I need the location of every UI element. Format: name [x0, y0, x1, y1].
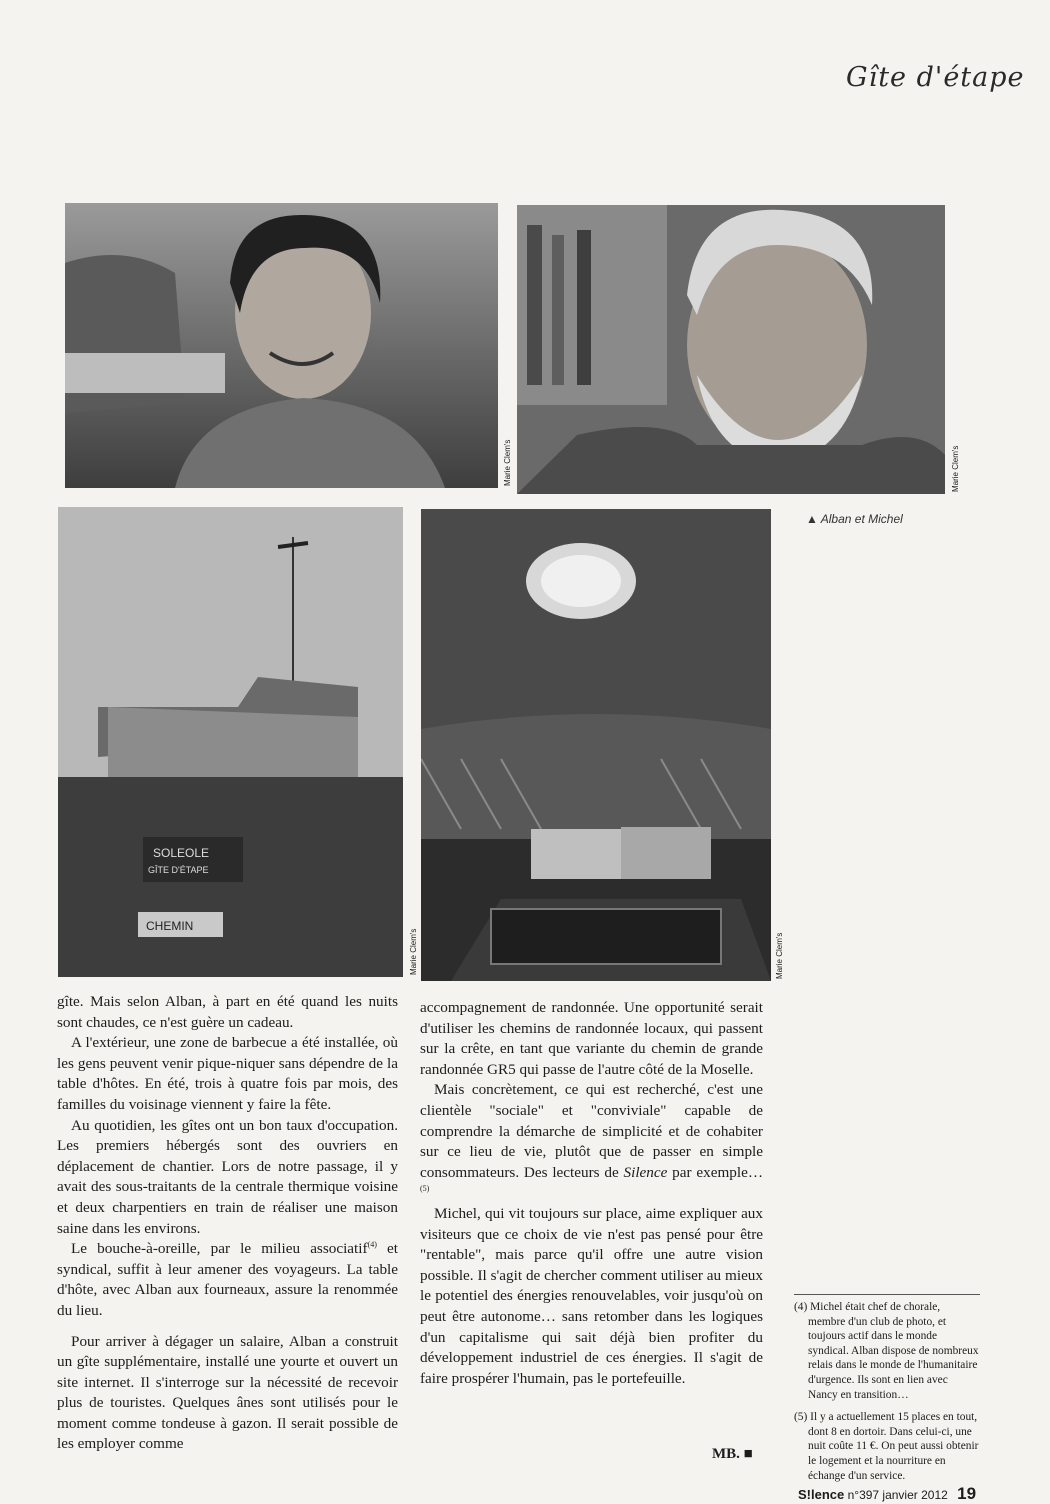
paragraph: Pour arriver à dégager un salaire, Alban a construit un gîte supplémentaire, installé une yourte et ouvert un site internet. Il s'interroge sur la nécessité de recevoir plus de touristes. Quelques ânes sont utilisés pour le moment comme tondeuse à gazon. Il serait possible de les employer comme [57, 1332, 398, 1453]
footnote-divider [794, 1294, 980, 1295]
author-signature: MB. ■ [712, 1446, 753, 1462]
photo-credit: Marie Clem's [503, 439, 512, 486]
footnote-ref[interactable]: (5) [420, 1184, 430, 1194]
photo-credit: Marie Clem's [409, 928, 418, 975]
page-number: 19 [957, 1484, 977, 1503]
photo-credit: Marie Clem's [775, 932, 784, 979]
sign-chemin: CHEMIN [146, 919, 194, 933]
photo-credit: Marie Clem's [951, 445, 960, 492]
sign-gite: GÎTE D'ÉTAPE [148, 865, 209, 875]
issue-info: n°397 janvier 2012 [847, 1488, 948, 1502]
paragraph: Michel, qui vit toujours sur place, aime expliquer aux visiteurs que ce choix de vie n'est pas pensé pour être "rentable", mais parce qu'il offre une autre vision possible. Il s'agit de chercher comment utiliser au mieux le potentiel des énergies renouvelables, voir jusqu'où on peut être autonome… sans retomber dans les logiques d'un capitalisme qui sait déjà bien profiter du développement industriel de ces énergies. Il s'agit de faire prospérer l'humain, pas le portefeuille. [420, 1204, 763, 1387]
paragraph: gîte. Mais selon Alban, à part en été quand les nuits sont chaudes, ce n'est guère un cadeau. [57, 993, 398, 1031]
photo-michel [517, 205, 945, 494]
footnote-ref[interactable]: (4) [367, 1240, 377, 1250]
footnote-4: (4) Michel était chef de chorale, membre d'un club de photo, et toujours actif dans le monde syndical. Alban dispose de nombreux relais dans le monde de l'humanitaire d'urgence. Ils sont en lien avec Nancy en transition… [794, 1301, 979, 1401]
paragraph: Au quotidien, les gîtes ont un bon taux d'occupation. Les premiers hébergés sont des ouvriers en déplacement de chantier. Lors de notre passage, il y avait des sous-traitants de la centrale thermique voisine et deux charpentiers en train de réaliser une maison saine dans les environs. [57, 1116, 398, 1237]
article-column-1 [57, 992, 398, 1455]
sign-soleole: SOLEOLE [153, 846, 210, 860]
page-footer [798, 1484, 976, 1504]
paragraph: Le bouche-à-oreille, par le milieu associatif$^{(4)}$ et syndical, suffit à leur amener des voyageurs. La table d'hôte, avec Alban aux fourneaux, assure la renommée du lieu. [57, 1240, 399, 1319]
paragraph: Mais concrètement, ce qui est recherché, c'est une clientèle "sociale" et "conviviale" capable de comprendre la démarche de simplicité et de cohabiter sur ce lieu de vie, plutôt que de passer en simple consommateurs. Des lecteurs de Silence par exemple…$^{(5)}$ [420, 1081, 764, 1194]
footnotes [794, 1300, 980, 1491]
footnote-5: (5) Il y a actuellement 15 places en tout, dont 8 en dortoir. Dans celui-ci, une nuit coûte 11 €. On peut aussi obtenir le logement et la nourriture en échange d'un service. [794, 1411, 979, 1482]
photo-alban [65, 203, 498, 488]
caption-text: Alban et Michel [820, 512, 903, 526]
article-column-2 [420, 998, 763, 1389]
photo-yurt-interior [421, 509, 771, 981]
paragraph: accompagnement de randonnée. Une opportunité serait d'utiliser les chemins de randonnée locaux, qui passent sur la crête, en tant que variante du chemin de grande randonnée GR5 qui passe de l'autre côté de la Moselle. [420, 999, 763, 1078]
photo-soleole-cabin [58, 507, 403, 977]
magazine-name: Silence [623, 1163, 668, 1181]
section-tag: Gîte d'étape [846, 62, 1025, 93]
magazine-brand: S!lence [798, 1487, 845, 1502]
paragraph: A l'extérieur, une zone de barbecue a été installée, où les gens peuvent venir pique-niquer sans dépendre de la table d'hôtes. En été, trois à quatre fois par mois, des familles du voisinage viennent y faire la fête. [57, 1034, 398, 1113]
photo-caption: ▲ Alban et Michel [806, 512, 903, 526]
